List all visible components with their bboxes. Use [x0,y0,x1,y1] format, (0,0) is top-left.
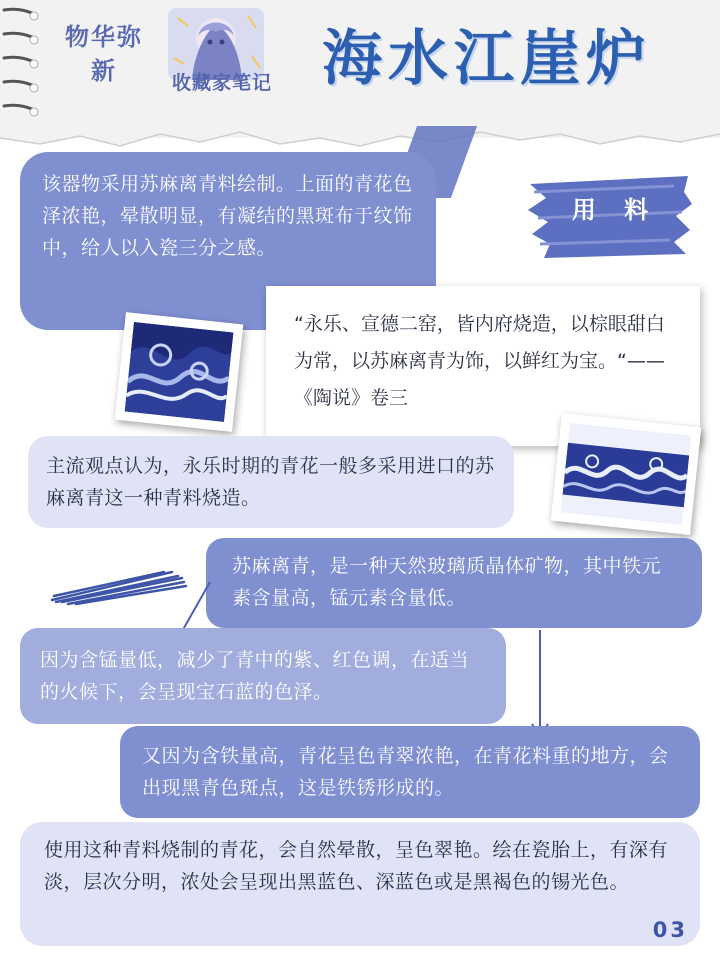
paragraph-bubble-6: 使用这种青料烧制的青花，会自然晕散，呈色翠艳。绘在瓷胎上，有深有淡，层次分明，浓处会呈现出黑蓝色、深蓝色或是黑褐色的锡光色。 [20,822,700,946]
brush-scribble-icon [48,566,188,606]
paragraph-bubble-1: 该器物采用苏麻离青料绘制。上面的青花色泽浓艳，晕散明显，有凝结的黑斑布于纹饰中，给人以入瓷三分之感。 [20,152,436,330]
arrow-down-icon [528,628,552,740]
torn-paper-edge [0,118,720,152]
series-title: 物华弥新 [65,23,143,85]
page-title: 海水江崖炉 [322,24,652,94]
quote-box: “永乐、宣德二窑，皆内府烧造，以棕眼甜白为常，以苏麻离青为饰，以鲜红为宝。“——《陶说》卷三 [266,286,700,446]
porcelain-photo-2 [551,413,702,535]
tag-label: 用 料 [571,196,659,224]
spiral-binding-icon [0,6,40,128]
paragraph-bubble-4: 因为含锰量低，减少了青中的紫、红色调，在适当的火候下，会呈现宝石蓝的色泽。 [20,628,506,724]
paragraph-bubble-5: 又因为含铁量高，青花呈色青翠浓艳，在青花料重的地方，会出现黑青色斑点，这是铁锈形成的。 [120,726,700,818]
paragraph-bubble-2: 主流观点认为，永乐时期的青花一般多采用进口的苏麻离青这一种青料烧造。 [28,436,514,528]
notes-badge: 收藏家笔记 [171,72,272,94]
page-number: 03 [652,918,688,942]
paragraph-bubble-3: 苏麻离青，是一种天然玻璃质晶体矿物，其中铁元素含量高，锰元素含量低。 [206,538,702,628]
porcelain-photo-1 [115,312,244,432]
